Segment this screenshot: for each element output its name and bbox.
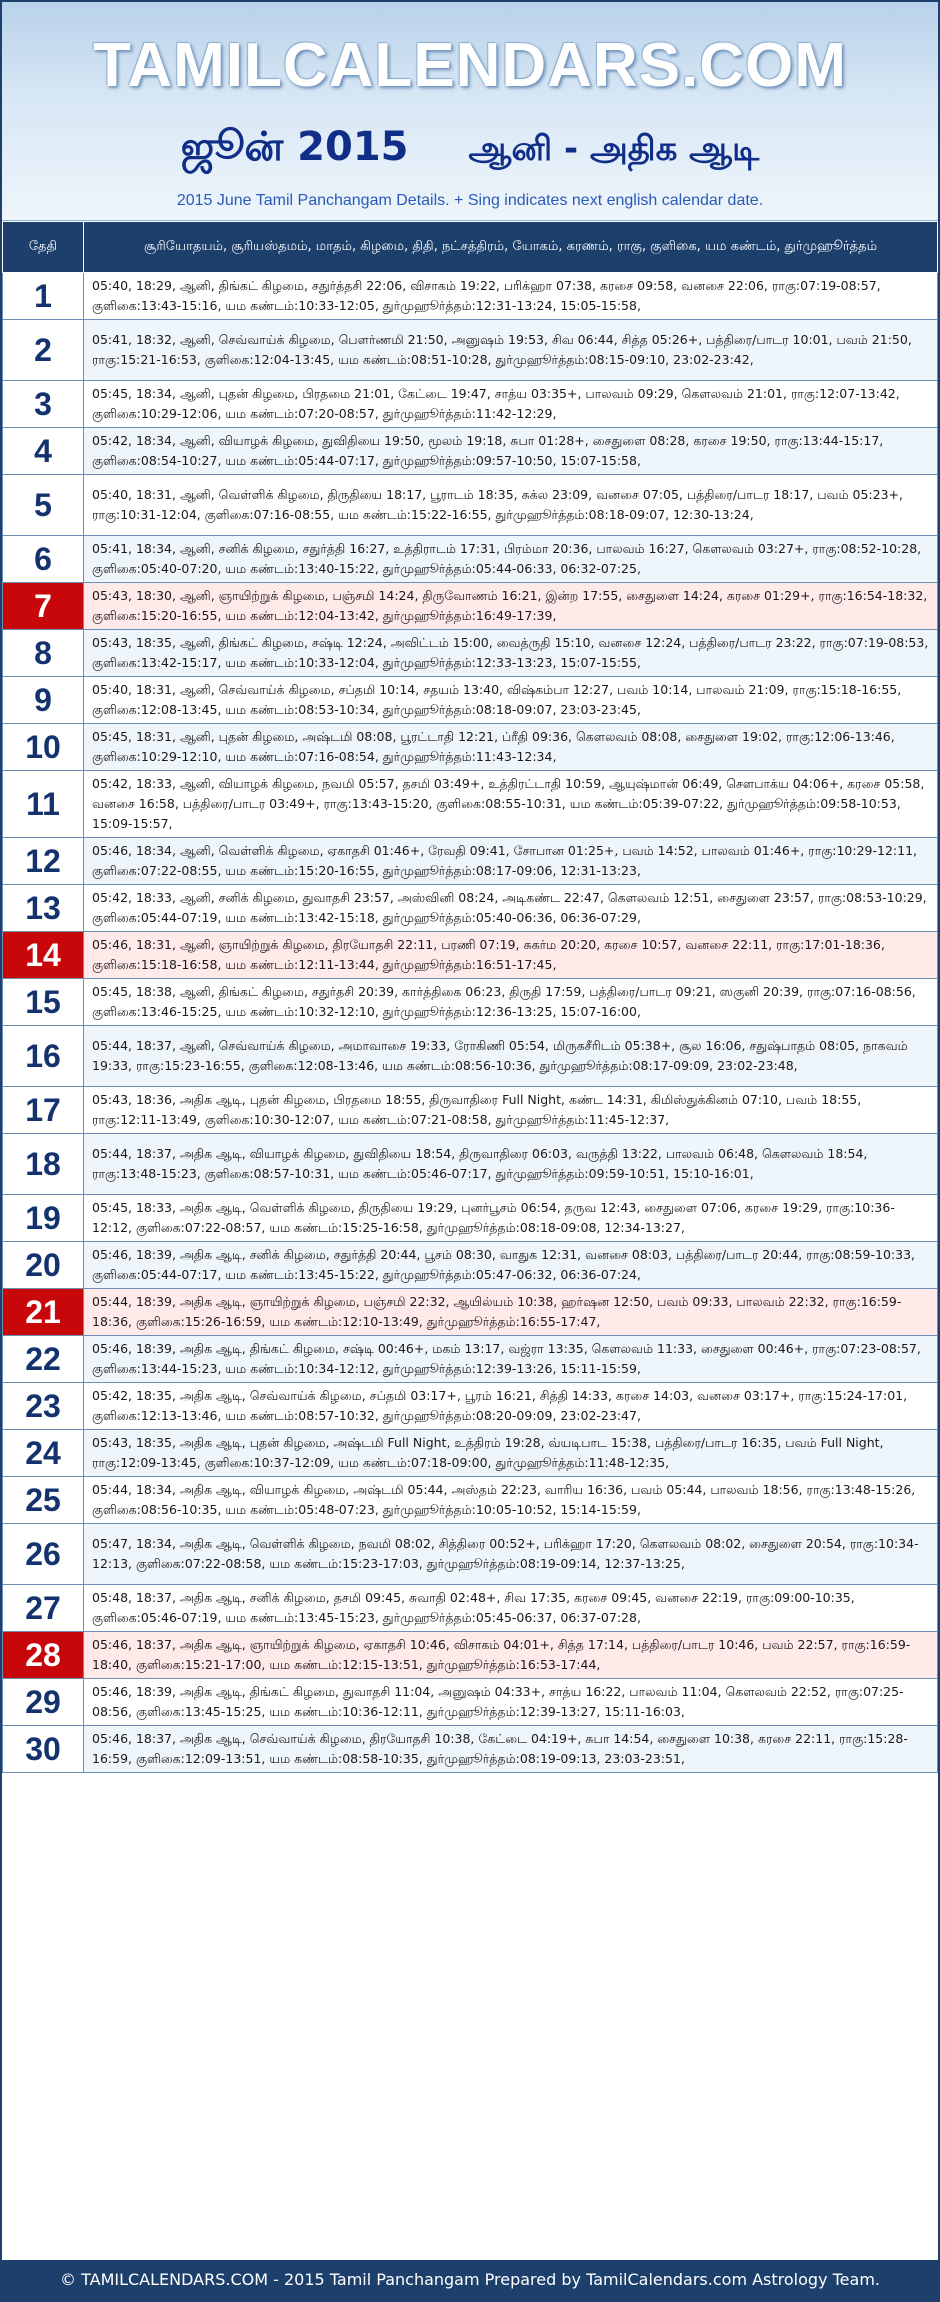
tamil-month-title: ஆனி - அதிக ஆடி bbox=[468, 129, 760, 169]
table-header-row bbox=[3, 222, 938, 273]
site-title[interactable]: TAMILCALENDARS.COM bbox=[93, 31, 847, 100]
table-row bbox=[3, 932, 938, 979]
day-details: 05:42, 18:33, ஆனி, வியாழக் கிழமை, நவமி 05:57, தசமி 03:49+, உத்திரட்டாதி 10:59, ஆயுஷ்மான் 06:49, சௌபாக்ய 04:06+, கரசை 05:58, வனசை 16:58, பத்திரை/பாடர 03:49+, ராகு:13:43-15:20, குளிகை:08:55-10:31, யம கண்டம்:05:39-07:22, துர்முஹூர்த்தம்:09:58-10:53, 15:09-15:57, bbox=[84, 771, 938, 838]
day-details: 05:45, 18:38, ஆனி, திங்கட் கிழமை, சதுர்தசி 20:39, கார்த்திகை 06:23, திருதி 17:59, பத்திரை/பாடர 09:21, ஸகுனி 20:39, ராகு:07:16-08:56, குளிகை:13:46-15:25, யம கண்டம்:10:32-12:10, துர்முஹூர்த்தம்:12:36-13:25, 15:07-16:00, bbox=[84, 979, 938, 1026]
day-number: 23 bbox=[3, 1383, 84, 1430]
table-row bbox=[3, 1026, 938, 1087]
day-details: 05:46, 18:31, ஆனி, ஞாயிற்றுக் கிழமை, திரயோதசி 22:11, பரணி 07:19, சுகர்ம 20:20, கரசை 10:57, வனசை 22:11, ராகு:17:01-18:36, குளிகை:15:18-16:58, யம கண்டம்:12:11-13:44, துர்முஹூர்த்தம்:16:51-17:45, bbox=[84, 932, 938, 979]
day-details: 05:43, 18:35, அதிக ஆடி, புதன் கிழமை, அஷ்டமி Full Night, உத்திரம் 19:28, வ்யடிபாட 15:38, பத்திரை/பாடர 16:35, பவம் Full Night, ராகு:12:09-13:45, குளிகை:10:37-12:09, யம கண்டம்:07:18-09:00, துர்முஹூர்த்தம்:11:48-12:35, bbox=[84, 1430, 938, 1477]
table-row bbox=[3, 1430, 938, 1477]
table-row bbox=[3, 771, 938, 838]
table-row bbox=[3, 630, 938, 677]
table-row bbox=[3, 1632, 938, 1679]
day-number: 11 bbox=[3, 771, 84, 838]
day-details: 05:47, 18:34, அதிக ஆடி, வெள்ளிக் கிழமை, நவமி 08:02, சித்திரை 00:52+, பரிக்ஹா 17:20, கௌலவம் 08:02, சைதுளை 20:54, ராகு:10:34-12:13, குளிகை:07:22-08:58, யம கண்டம்:15:23-17:03, துர்முஹூர்த்தம்:08:19-09:14, 12:37-13:25, bbox=[84, 1524, 938, 1585]
day-number: 4 bbox=[3, 428, 84, 475]
subtitle: 2015 June Tamil Panchangam Details. + Sing indicates next english calendar date. bbox=[176, 192, 764, 209]
table-row bbox=[3, 1087, 938, 1134]
day-details: 05:42, 18:34, ஆனி, வியாழக் கிழமை, துவிதியை 19:50, மூலம் 19:18, சுபா 01:28+, சைதுளை 08:28, கரசை 19:50, ராகு:13:44-15:17, குளிகை:08:54-10:27, யம கண்டம்:05:44-07:17, துர்முஹூர்த்தம்:09:57-10:50, 15:07-15:58, bbox=[84, 428, 938, 475]
day-number: 25 bbox=[3, 1477, 84, 1524]
day-details: 05:46, 18:37, அதிக ஆடி, செவ்வாய்க் கிழமை, திரயோதசி 10:38, கேட்டை 04:19+, சுபா 14:54, சைதுளை 10:38, கரசை 22:11, ராகு:15:28-16:59, குளிகை:12:09-13:51, யம கண்டம்:08:58-10:35, துர்முஹூர்த்தம்:08:19-09:13, 23:03-23:51, bbox=[84, 1726, 938, 1773]
day-number: 12 bbox=[3, 838, 84, 885]
table-row bbox=[3, 1134, 938, 1195]
table-row bbox=[3, 536, 938, 583]
day-details: 05:43, 18:30, ஆனி, ஞாயிற்றுக் கிழமை, பஞ்சமி 14:24, திருவோணம் 16:21, இன்ற 17:55, சைதுளை 14:24, கரசை 01:29+, ராகு:16:54-18:32, குளிகை:15:20-16:55, யம கண்டம்:12:04-13:42, துர்முஹூர்த்தம்:16:49-17:39, bbox=[84, 583, 938, 630]
day-number: 20 bbox=[3, 1242, 84, 1289]
table-row bbox=[3, 1383, 938, 1430]
table-body bbox=[3, 273, 938, 1773]
day-details: 05:46, 18:39, அதிக ஆடி, திங்கட் கிழமை, துவாதசி 11:04, அனுஷம் 04:33+, சாத்ய 16:22, பாலவம் 11:04, கௌலவம் 22:52, ராகு:07:25-08:56, குளிகை:13:45-15:25, யம கண்டம்:10:36-12:11, துர்முஹூர்த்தம்:12:39-13:27, 15:11-16:03, bbox=[84, 1679, 938, 1726]
table-row bbox=[3, 381, 938, 428]
table-row bbox=[3, 1726, 938, 1773]
banner bbox=[2, 2, 938, 221]
table-row bbox=[3, 724, 938, 771]
footer: © TAMILCALENDARS.COM - 2015 Tamil Panchangam Prepared by TamilCalendars.com Astrology Team. bbox=[2, 2260, 938, 2300]
day-details: 05:42, 18:33, ஆனி, சனிக் கிழமை, துவாதசி 23:57, அஸ்வினி 08:24, அடிகண்ட 22:47, கௌலவம் 12:51, சைதுளை 23:57, ராகு:08:53-10:29, குளிகை:05:44-07:19, யம கண்டம்:13:42-15:18, துர்முஹூர்த்தம்:05:40-06:36, 06:36-07:29, bbox=[84, 885, 938, 932]
day-details: 05:40, 18:31, ஆனி, செவ்வாய்க் கிழமை, சப்தமி 10:14, சதயம் 13:40, விஷ்கம்பா 12:27, பவம் 10:14, பாலவம் 21:09, ராகு:15:18-16:55, குளிகை:12:08-13:45, யம கண்டம்:08:53-10:34, துர்முஹூர்த்தம்:08:18-09:07, 23:03-23:45, bbox=[84, 677, 938, 724]
day-number: 30 bbox=[3, 1726, 84, 1773]
day-number: 14 bbox=[3, 932, 84, 979]
table-row bbox=[3, 979, 938, 1026]
table-row bbox=[3, 1242, 938, 1289]
day-details: 05:46, 18:34, ஆனி, வெள்ளிக் கிழமை, ஏகாதசி 01:46+, ரேவதி 09:41, சோபான 01:25+, பவம் 14:52, பாலவம் 01:46+, ராகு:10:29-12:11, குளிகை:07:22-08:55, யம கண்டம்:15:20-16:55, துர்முஹூர்த்தம்:08:17-09:06, 12:31-13:23, bbox=[84, 838, 938, 885]
table-row bbox=[3, 320, 938, 381]
table-row bbox=[3, 1524, 938, 1585]
day-details: 05:41, 18:34, ஆனி, சனிக் கிழமை, சதுர்த்தி 16:27, உத்திராடம் 17:31, பிரம்மா 20:36, பாலவம் 16:27, கௌலவம் 03:27+, ராகு:08:52-10:28, குளிகை:05:40-07:20, யம கண்டம்:13:40-15:22, துர்முஹூர்த்தம்:05:44-06:33, 06:32-07:25, bbox=[84, 536, 938, 583]
month-row bbox=[2, 124, 938, 175]
table-row bbox=[3, 1195, 938, 1242]
day-details: 05:40, 18:31, ஆனி, வெள்ளிக் கிழமை, திருதியை 18:17, பூராடம் 18:35, சுக்ல 23:09, வனசை 07:05, பத்திரை/பாடர 18:17, பவம் 05:23+, ராகு:10:31-12:04, குளிகை:07:16-08:55, யம கண்டம்:15:22-16:55, துர்முஹூர்த்தம்:08:18-09:07, 12:30-13:24, bbox=[84, 475, 938, 536]
column-header-date: தேதி bbox=[3, 222, 84, 273]
day-number: 6 bbox=[3, 536, 84, 583]
day-number: 18 bbox=[3, 1134, 84, 1195]
day-details: 05:45, 18:33, அதிக ஆடி, வெள்ளிக் கிழமை, திருதியை 19:29, புனர்பூசம் 06:54, தருவ 12:43, சைதுளை 07:06, கரசை 19:29, ராகு:10:36-12:12, குளிகை:07:22-08:57, யம கண்டம்:15:25-16:58, துர்முஹூர்த்தம்:08:18-09:08, 12:34-13:27, bbox=[84, 1195, 938, 1242]
day-number: 13 bbox=[3, 885, 84, 932]
table-row bbox=[3, 885, 938, 932]
table-row bbox=[3, 1336, 938, 1383]
day-details: 05:46, 18:37, அதிக ஆடி, ஞாயிற்றுக் கிழமை, ஏகாதசி 10:46, விசாகம் 04:01+, சித்த 17:14, பத்திரை/பாடர 10:46, பவம் 22:57, ராகு:16:59-18:40, குளிகை:15:21-17:00, யம கண்டம்:12:15-13:51, துர்முஹூர்த்தம்:16:53-17:44, bbox=[84, 1632, 938, 1679]
month-title: ஜூன் 2015 bbox=[180, 124, 409, 170]
day-number: 3 bbox=[3, 381, 84, 428]
day-number: 5 bbox=[3, 475, 84, 536]
table-row bbox=[3, 677, 938, 724]
day-details: 05:44, 18:34, அதிக ஆடி, வியாழக் கிழமை, அஷ்டமி 05:44, அஸ்தம் 22:23, வாரிய 16:36, பவம் 05:44, பாலவம் 18:56, ராகு:13:48-15:26, குளிகை:08:56-10:35, யம கண்டம்:05:48-07:23, துர்முஹூர்த்தம்:10:05-10:52, 15:14-15:59, bbox=[84, 1477, 938, 1524]
day-details: 05:45, 18:31, ஆனி, புதன் கிழமை, அஷ்டமி 08:08, பூரட்டாதி 12:21, ப்ரீதி 09:36, கௌலவம் 08:08, சைதுளை 19:02, ராகு:12:06-13:46, குளிகை:10:29-12:10, யம கண்டம்:07:16-08:54, துர்முஹூர்த்தம்:11:43-12:34, bbox=[84, 724, 938, 771]
day-number: 17 bbox=[3, 1087, 84, 1134]
day-number: 10 bbox=[3, 724, 84, 771]
table-row bbox=[3, 583, 938, 630]
day-number: 26 bbox=[3, 1524, 84, 1585]
panchangam-table bbox=[2, 221, 938, 1773]
day-number: 16 bbox=[3, 1026, 84, 1087]
day-details: 05:44, 18:37, ஆனி, செவ்வாய்க் கிழமை, அமாவாசை 19:33, ரோகிணி 05:54, மிருகசீரிடம் 05:38+, சூல 16:06, சதுஷ்பாதம் 08:05, நாகவம் 19:33, ராகு:15:23-16:55, குளிகை:12:08-13:46, யம கண்டம்:08:56-10:36, துர்முஹூர்த்தம்:08:17-09:09, 23:02-23:48, bbox=[84, 1026, 938, 1087]
column-header-details: சூரியோதயம், சூரியஸ்தமம், மாதம், கிழமை, திதி, நட்சத்திரம், யோகம், கரணம், ராகு, குளிகை, யம கண்டம், துர்முஹூர்த்தம் bbox=[84, 222, 938, 273]
table-row bbox=[3, 1679, 938, 1726]
day-details: 05:46, 18:39, அதிக ஆடி, திங்கட் கிழமை, சஷ்டி 00:46+, மகம் 13:17, வஜ்ரா 13:35, கௌலவம் 11:33, சைதுளை 00:46+, ராகு:07:23-08:57, குளிகை:13:44-15:23, யம கண்டம்:10:34-12:12, துர்முஹூர்த்தம்:12:39-13:26, 15:11-15:59, bbox=[84, 1336, 938, 1383]
day-details: 05:41, 18:32, ஆனி, செவ்வாய்க் கிழமை, பௌர்ணமி 21:50, அனுஷம் 19:53, சிவ 06:44, சித்த 05:26+, பத்திரை/பாடர 10:01, பவம் 21:50, ராகு:15:21-16:53, குளிகை:12:04-13:45, யம கண்டம்:08:51-10:28, துர்முஹூர்த்தம்:08:15-09:10, 23:02-23:42, bbox=[84, 320, 938, 381]
day-details: 05:43, 18:35, ஆனி, திங்கட் கிழமை, சஷ்டி 12:24, அவிட்டம் 15:00, வைத்ருதி 15:10, வனசை 12:24, பத்திரை/பாடர 23:22, ராகு:07:19-08:53, குளிகை:13:42-15:17, யம கண்டம்:10:33-12:04, துர்முஹூர்த்தம்:12:33-13:23, 15:07-15:55, bbox=[84, 630, 938, 677]
day-details: 05:45, 18:34, ஆனி, புதன் கிழமை, பிரதமை 21:01, கேட்டை 19:47, சாத்ய 03:35+, பாலவம் 09:29, கௌலவம் 21:01, ராகு:12:07-13:42, குளிகை:10:29-12:06, யம கண்டம்:07:20-08:57, துர்முஹூர்த்தம்:11:42-12:29, bbox=[84, 381, 938, 428]
day-number: 8 bbox=[3, 630, 84, 677]
table-row bbox=[3, 1585, 938, 1632]
day-details: 05:46, 18:39, அதிக ஆடி, சனிக் கிழமை, சதுர்த்தி 20:44, பூசம் 08:30, வாதுக 12:31, வனசை 08:03, பத்திரை/பாடர 20:44, ராகு:08:59-10:33, குளிகை:05:44-07:17, யம கண்டம்:13:45-15:22, துர்முஹூர்த்தம்:05:47-06:32, 06:36-07:24, bbox=[84, 1242, 938, 1289]
day-details: 05:44, 18:37, அதிக ஆடி, வியாழக் கிழமை, துவிதியை 18:54, திருவாதிரை 06:03, வருத்தி 13:22, பாலவம் 06:48, கௌலவம் 18:54, ராகு:13:48-15:23, குளிகை:08:57-10:31, யம கண்டம்:05:46-07:17, துர்முஹூர்த்தம்:09:59-10:51, 15:10-16:01, bbox=[84, 1134, 938, 1195]
day-number: 2 bbox=[3, 320, 84, 381]
day-number: 27 bbox=[3, 1585, 84, 1632]
table-row bbox=[3, 475, 938, 536]
day-number: 21 bbox=[3, 1289, 84, 1336]
day-details: 05:44, 18:39, அதிக ஆடி, ஞாயிற்றுக் கிழமை, பஞ்சமி 22:32, ஆயில்யம் 10:38, ஹர்ஷன 12:50, பவம் 09:33, பாலவம் 22:32, ராகு:16:59-18:36, குளிகை:15:26-16:59, யம கண்டம்:12:10-13:49, துர்முஹூர்த்தம்:16:55-17:47, bbox=[84, 1289, 938, 1336]
day-details: 05:42, 18:35, அதிக ஆடி, செவ்வாய்க் கிழமை, சப்தமி 03:17+, பூரம் 16:21, சித்தி 14:33, கரசை 14:03, வனசை 03:17+, ராகு:15:24-17:01, குளிகை:12:13-13:46, யம கண்டம்:08:57-10:32, துர்முஹூர்த்தம்:08:20-09:09, 23:02-23:47, bbox=[84, 1383, 938, 1430]
day-details: 05:48, 18:37, அதிக ஆடி, சனிக் கிழமை, தசமி 09:45, சுவாதி 02:48+, சிவ 17:35, கரசை 09:45, வனசை 22:19, ராகு:09:00-10:35, குளிகை:05:46-07:19, யம கண்டம்:13:45-15:23, துர்முஹூர்த்தம்:05:45-06:37, 06:37-07:28, bbox=[84, 1585, 938, 1632]
day-number: 22 bbox=[3, 1336, 84, 1383]
day-number: 1 bbox=[3, 273, 84, 320]
day-details: 05:43, 18:36, அதிக ஆடி, புதன் கிழமை, பிரதமை 18:55, திருவாதிரை Full Night, கண்ட 14:31, கிமிஸ்துக்கினம் 07:10, பவம் 18:55, ராகு:12:11-13:49, குளிகை:10:30-12:07, யம கண்டம்:07:21-08:58, துர்முஹூர்த்தம்:11:45-12:37, bbox=[84, 1087, 938, 1134]
table-row bbox=[3, 428, 938, 475]
table-row bbox=[3, 838, 938, 885]
day-details: 05:40, 18:29, ஆனி, திங்கட் கிழமை, சதுர்த்தசி 22:06, விசாகம் 19:22, பரிக்ஹா 07:38, கரசை 09:58, வனசை 22:06, ராகு:07:19-08:57, குளிகை:13:43-15:16, யம கண்டம்:10:33-12:05, துர்முஹூர்த்தம்:12:31-13:24, 15:05-15:58, bbox=[84, 273, 938, 320]
day-number: 24 bbox=[3, 1430, 84, 1477]
day-number: 19 bbox=[3, 1195, 84, 1242]
day-number: 28 bbox=[3, 1632, 84, 1679]
table-row bbox=[3, 1289, 938, 1336]
day-number: 29 bbox=[3, 1679, 84, 1726]
day-number: 15 bbox=[3, 979, 84, 1026]
table-row bbox=[3, 1477, 938, 1524]
table-row bbox=[3, 273, 938, 320]
day-number: 9 bbox=[3, 677, 84, 724]
day-number: 7 bbox=[3, 583, 84, 630]
